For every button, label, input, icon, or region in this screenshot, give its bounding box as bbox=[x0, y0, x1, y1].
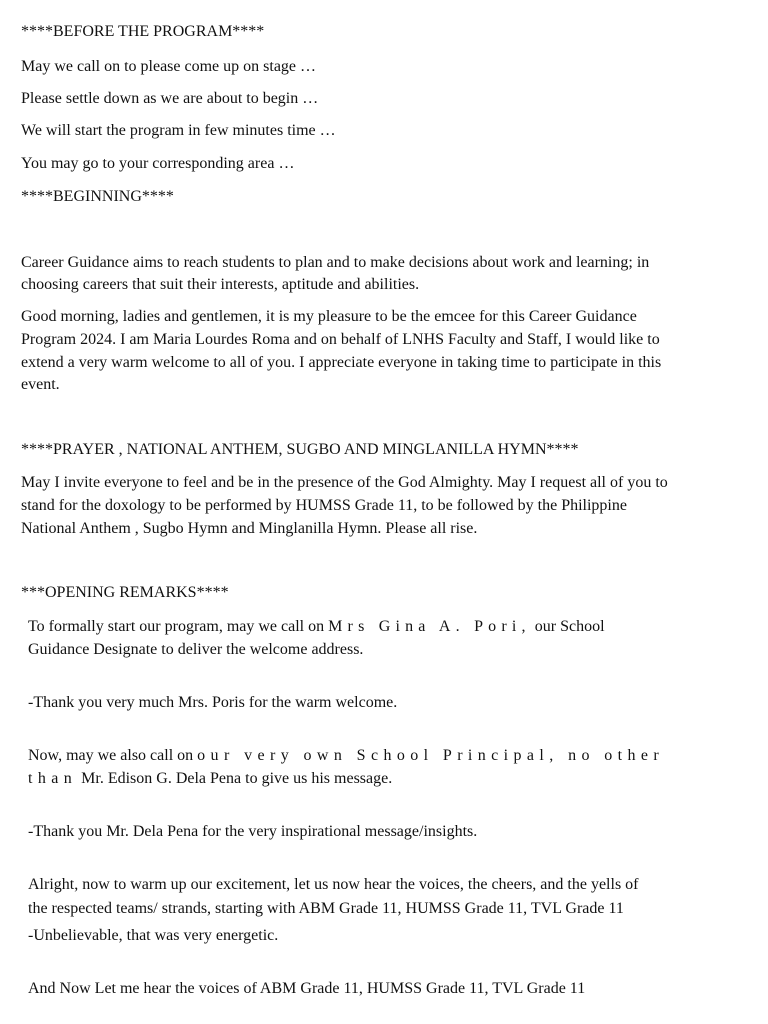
career-guidance-line-2: choosing careers that suit their interests, aptitude and abilities. bbox=[21, 276, 420, 293]
welcome-line-1: Good morning, ladies and gentlemen, it is my pleasure to be the emcee for this Career Guidance bbox=[21, 308, 637, 325]
energetic-line: -Unbelievable, that was very energetic. bbox=[28, 927, 279, 944]
prayer-line-3: National Anthem , Sugbo Hymn and Minglanilla Hymn. Please all rise. bbox=[21, 520, 478, 537]
opening-paragraph-2-line-2 bbox=[28, 768, 392, 790]
principal-name-text: Mr. Edison G. Dela Pena to give us his message. bbox=[77, 770, 393, 787]
heading-prayer-anthem: ****PRAYER , NATIONAL ANTHEM, SUGBO AND MINGLANILLA HYMN**** bbox=[21, 441, 579, 458]
prayer-line-2: stand for the doxology to be performed by HUMSS Grade 11, to be followed by the Philippine bbox=[21, 497, 627, 514]
career-guidance-line-1: Career Guidance aims to reach students to plan and to make decisions about work and learning; in bbox=[21, 254, 650, 271]
thanks-delapena-line: -Thank you Mr. Dela Pena for the very inspirational message/insights. bbox=[28, 823, 478, 840]
cheers-line-1: Alright, now to warm up our excitement, let us now hear the voices, the cheers, and the yells of bbox=[28, 876, 639, 893]
opening-paragraph-2-line-1 bbox=[28, 745, 664, 767]
prayer-line-1: May I invite everyone to feel and be in the presence of the God Almighty. May I request all of you to bbox=[21, 474, 668, 491]
guidance-designate-name: Mrs Gina A. Pori, bbox=[328, 618, 531, 635]
welcome-line-3: extend a very warm welcome to all of you. I appreciate everyone in taking time to participate in this bbox=[21, 354, 662, 371]
opening-paragraph-1-line-1 bbox=[28, 616, 605, 638]
opening-text-b: our School bbox=[530, 618, 605, 635]
line-settle-down: Please settle down as we are about to begin … bbox=[21, 90, 319, 107]
opening-paragraph-1-line-2: Guidance Designate to deliver the welcome address. bbox=[28, 641, 364, 658]
cheers-line-2: the respected teams/ strands, starting with ABM Grade 11, HUMSS Grade 11, TVL Grade 11 bbox=[28, 900, 624, 917]
principal-call-text: Now, may we also call on bbox=[28, 747, 198, 764]
thanks-pori-line: -Thank you very much Mrs. Poris for the warm welcome. bbox=[28, 694, 398, 711]
line-start-program: We will start the program in few minutes time … bbox=[21, 122, 336, 139]
line-call-on-stage: May we call on to please come up on stage … bbox=[21, 58, 317, 75]
principal-title-spaced: our very own School Principal, no other bbox=[197, 747, 665, 764]
than-spaced: than bbox=[28, 770, 78, 787]
heading-beginning: ****BEGINNING**** bbox=[21, 188, 174, 205]
welcome-line-2: Program 2024. I am Maria Lourdes Roma and on behalf of LNHS Faculty and Staff, I would like to bbox=[21, 331, 660, 348]
opening-text-a: To formally start our program, may we call on bbox=[28, 618, 329, 635]
heading-before-program: ****BEFORE THE PROGRAM**** bbox=[21, 23, 265, 40]
voices-line: And Now Let me hear the voices of ABM Grade 11, HUMSS Grade 11, TVL Grade 11 bbox=[28, 980, 586, 997]
heading-opening-remarks: ***OPENING REMARKS**** bbox=[21, 584, 229, 601]
welcome-line-4: event. bbox=[21, 376, 60, 393]
line-corresponding-area: You may go to your corresponding area … bbox=[21, 155, 295, 172]
